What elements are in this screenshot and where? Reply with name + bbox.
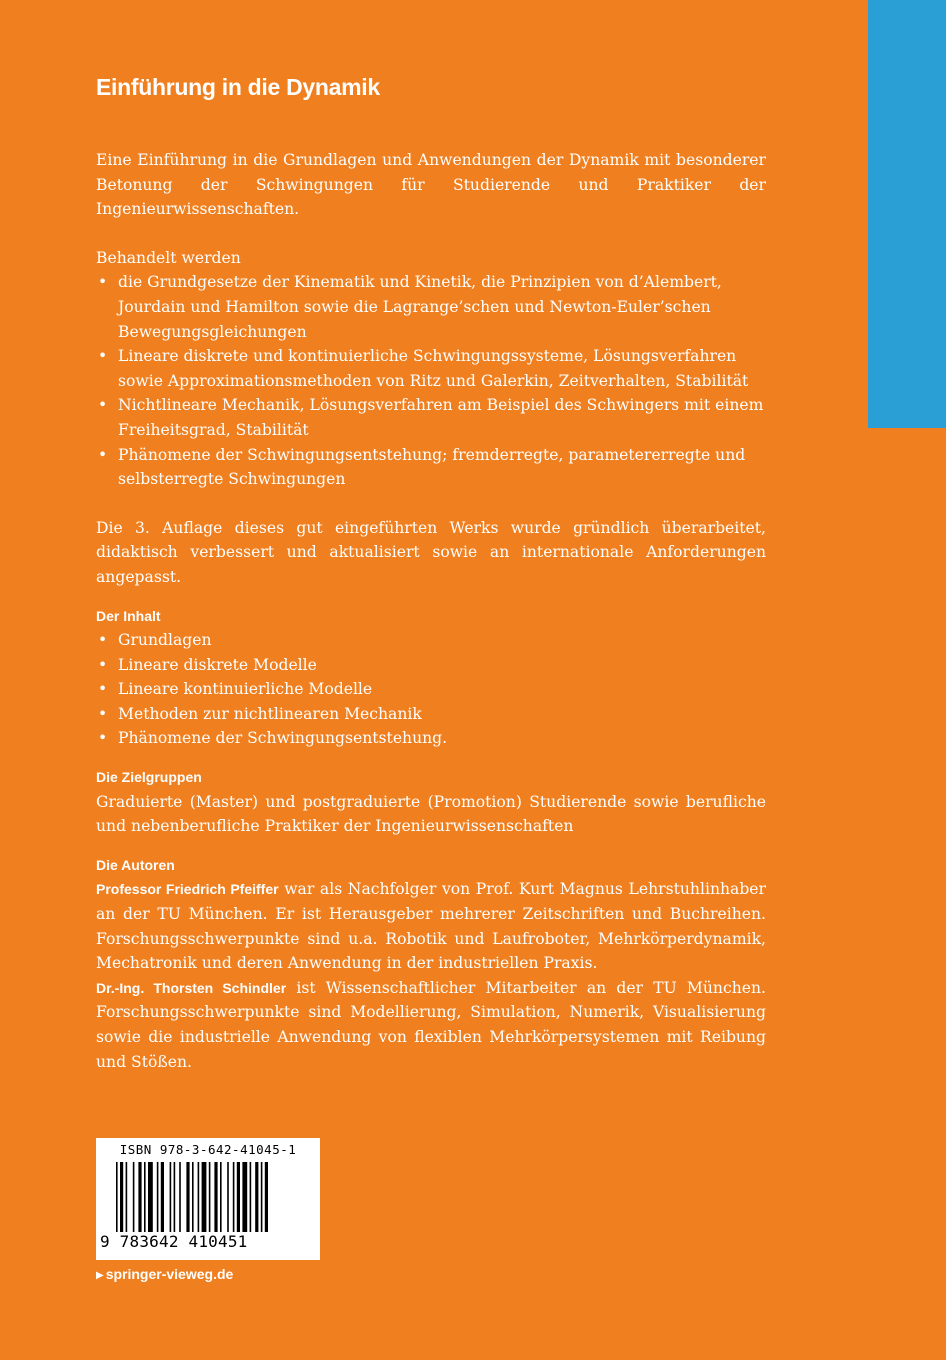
author-bio-text: ist Wissenschaftlicher Mitarbeiter an der TU München. Forschungsschwerpunkte sind Modellierung, Simulation, Numerik, Visualisierung sowie die industrielle Anwendung von flexiblen Mehrkörpersystemen mit Reibung und Stößen. — [96, 978, 766, 1071]
audience-heading: Die Zielgruppen — [96, 769, 202, 786]
list-item: • Phänomene der Schwingungsentstehung; fremderregte, parametererregte und selbsterregte Schwingungen — [96, 443, 766, 492]
intro-paragraph: Eine Einführung in die Grundlagen und Anwendungen der Dynamik mit besonderer Betonung der Schwingungen für Studierende und Praktiker der Ingenieurwissenschaften. — [96, 151, 766, 219]
list-item: • Nichtlineare Mechanik, Lösungsverfahren am Beispiel des Schwingers mit einem Freiheitsgrad, Stabilität — [96, 393, 766, 442]
barcode-icon — [116, 1162, 306, 1232]
contents-list — [96, 628, 766, 751]
edition-note: Die 3. Auflage dieses gut eingeführten Werks wurde gründlich überarbeitet, didaktisch verbessert und aktualisiert sowie an internationale Anforderungen angepasst. — [96, 518, 766, 586]
book-title: Einführung in die Dynamik — [96, 74, 380, 100]
authors-heading: Die Autoren — [96, 856, 175, 873]
barcode-label — [96, 1138, 320, 1260]
list-item: • Lineare diskrete Modelle — [96, 653, 766, 678]
list-item: • Methoden zur nichtlinearen Mechanik — [96, 702, 766, 727]
audience-text: Graduierte (Master) und postgraduierte (Promotion) Studierende sowie berufliche und nebenberufliche Praktiker der Ingenieurwissenschaften — [96, 792, 766, 836]
contents-heading: Der Inhalt — [96, 607, 161, 624]
publisher-url: springer-vieweg.de — [105, 1266, 234, 1282]
author-bio — [96, 877, 766, 975]
list-item: • Phänomene der Schwingungsentstehung. — [96, 726, 766, 751]
ean-digits: 9 783642 410451 — [100, 1232, 248, 1251]
covered-heading: Behandelt werden — [96, 248, 241, 267]
list-item: • die Grundgesetze der Kinematik und Kinetik, die Prinzipien von d’Alembert, Jourdain und Hamilton sowie die Lagrange’schen und Newton-Euler’schen Bewegungsgleichungen — [96, 270, 766, 344]
author-name: Dr.-Ing. Thorsten Schindler — [96, 979, 287, 996]
publisher-link[interactable] — [96, 1266, 233, 1282]
back-cover-text — [96, 148, 766, 1074]
covered-list — [96, 270, 766, 491]
author-name: Professor Friedrich Pfeiffer — [96, 881, 279, 898]
list-item: • Lineare diskrete und kontinuierliche Schwingungssysteme, Lösungsverfahren sowie Approximationsmethoden von Ritz und Galerkin, Zeitverhalten, Stabilität — [96, 344, 766, 393]
list-item: • Lineare kontinuierliche Modelle — [96, 677, 766, 702]
isbn-text: ISBN 978-3-642-41045-1 — [119, 1142, 297, 1157]
author-bio-text: war als Nachfolger von Prof. Kurt Magnus Lehrstuhlinhaber an der TU München. Er ist Herausgeber mehrerer Zeitschriften und Buchreihen. Forschungsschwerpunkte sind u.a. Robotik und Laufroboter, Mehrkörperdynamik, Mechatronik und deren Anwendung in der industriellen Praxis. — [96, 880, 766, 973]
accent-strip — [868, 0, 946, 428]
author-bio — [96, 976, 766, 1074]
arrow-right-icon: ▶ — [96, 1270, 104, 1281]
list-item: • Grundlagen — [96, 628, 766, 653]
